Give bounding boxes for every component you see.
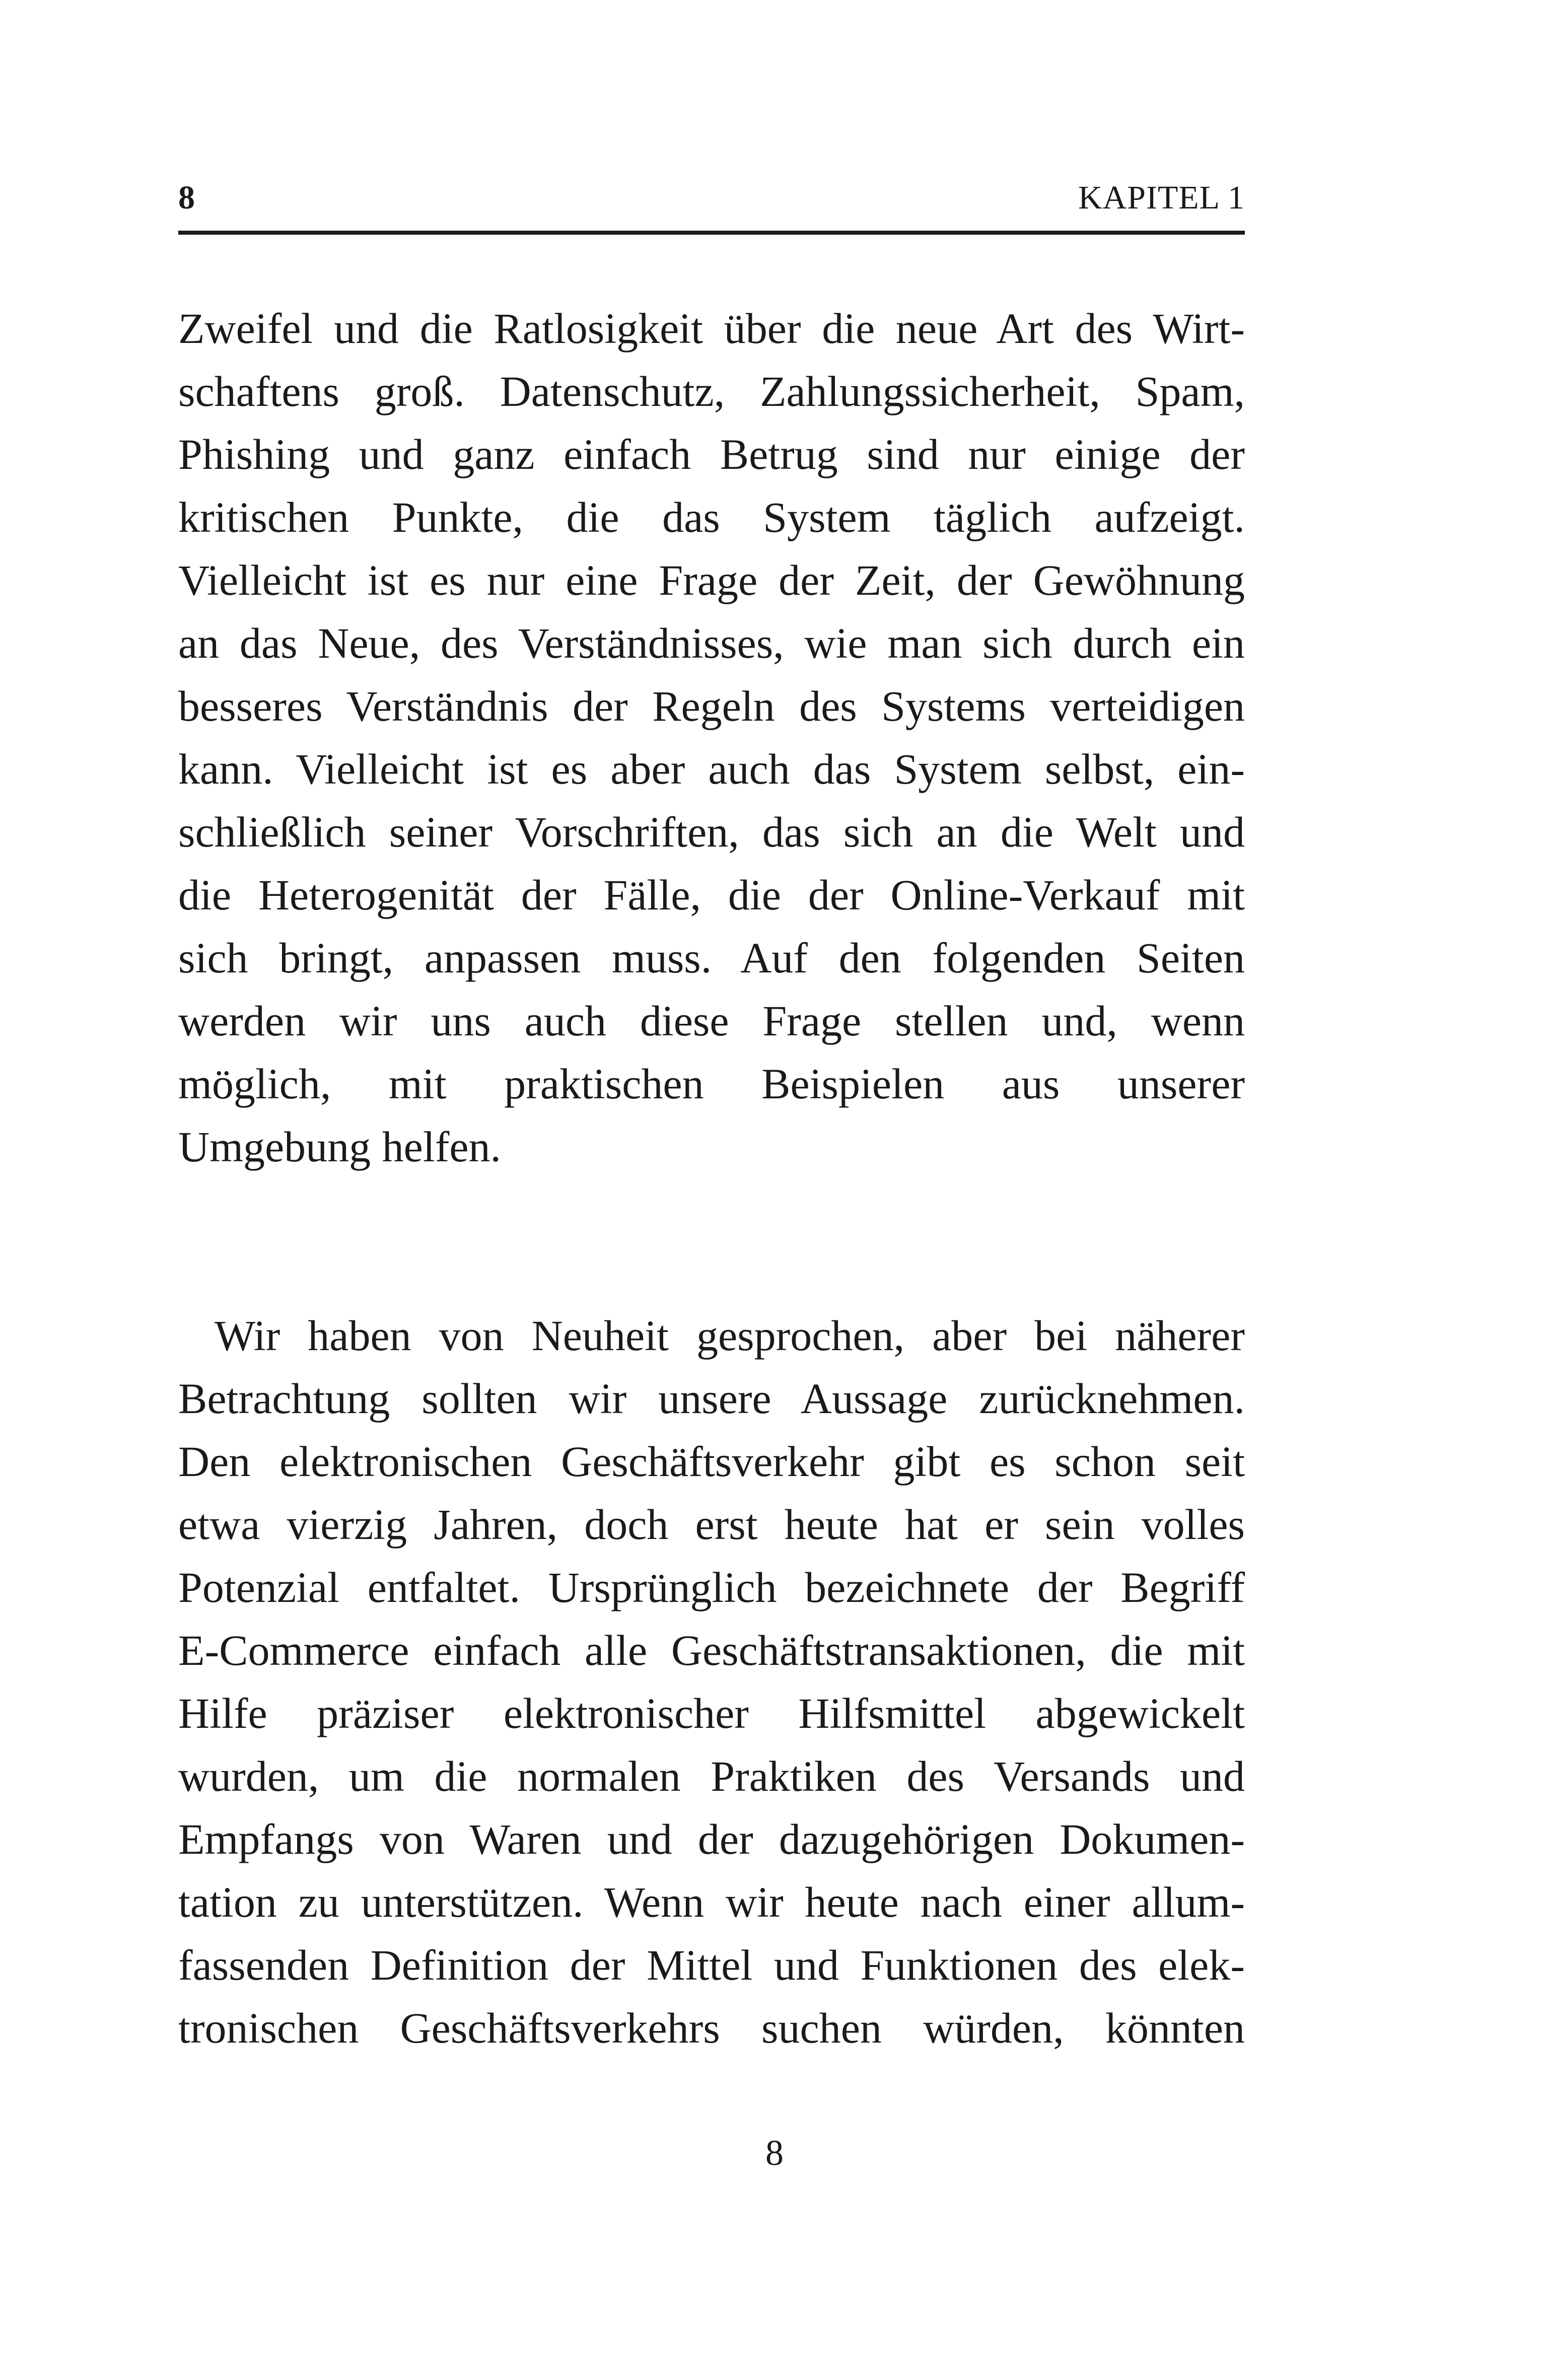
- paragraph-line: etwa vierzig Jahren, doch erst heute hat er sein volles: [178, 1500, 1245, 1549]
- paragraph-line: kann. Vielleicht ist es aber auch das System selbst, ein-: [178, 745, 1245, 793]
- paragraph-line: sich bringt, anpassen muss. Auf den folgenden Seiten: [178, 934, 1245, 982]
- paragraph-line: Hilfe präziser elektronischer Hilfsmittel abgewickelt: [178, 1689, 1245, 1737]
- paragraph-line: Zweifel und die Ratlosigkeit über die neue Art des Wirt-: [178, 304, 1245, 353]
- paragraph-line: besseres Verständnis der Regeln des Systems verteidigen: [178, 682, 1245, 730]
- paragraph-line: möglich, mit praktischen Beispielen aus unserer: [178, 1060, 1245, 1108]
- paragraph-2: [178, 1304, 1245, 2060]
- paragraph-line: schaftens groß. Datenschutz, Zahlungssicherheit, Spam,: [178, 367, 1245, 415]
- header-chapter-title: KAPITEL 1: [1078, 179, 1245, 216]
- paragraph-line: an das Neue, des Verständnisses, wie man sich durch ein: [178, 619, 1245, 667]
- paragraph-line: kritischen Punkte, die das System täglich aufzeigt.: [178, 493, 1245, 541]
- paragraph-line: fassenden Definition der Mittel und Funktionen des elek-: [178, 1941, 1245, 1989]
- paragraph-line: tronischen Geschäftsverkehrs suchen würden, könnten: [178, 2004, 1245, 2052]
- paragraph-line: werden wir uns auch diese Frage stellen und, wenn: [178, 997, 1245, 1045]
- paragraph-line: Betrachtung sollten wir unsere Aussage zurücknehmen.: [178, 1374, 1245, 1423]
- paragraph-line: E-Commerce einfach alle Geschäftstransaktionen, die mit: [178, 1626, 1245, 1674]
- paragraph-line: Empfangs von Waren und der dazugehörigen Dokumen-: [178, 1815, 1245, 1863]
- paragraph-line: Potenzial entfaltet. Ursprünglich bezeichnete der Begriff: [178, 1563, 1245, 1612]
- paragraph-line: die Heterogenität der Fälle, die der Online-Verkauf mit: [178, 871, 1245, 919]
- paragraph-1: [178, 297, 1245, 1178]
- paragraph-line: Den elektronischen Geschäftsverkehr gibt es schon seit: [178, 1437, 1245, 1486]
- paragraph-line: tation zu unterstützen. Wenn wir heute nach einer allum-: [178, 1878, 1245, 1926]
- running-header: [178, 175, 1245, 235]
- paragraph-line: Vielleicht ist es nur eine Frage der Zeit, der Gewöhnung: [178, 556, 1245, 604]
- footer-page-number: 8: [765, 2133, 784, 2173]
- paragraph-line: Phishing und ganz einfach Betrug sind nur einige der: [178, 430, 1245, 478]
- paragraph-line: schließlich seiner Vorschriften, das sich an die Welt und: [178, 808, 1245, 856]
- paragraph-line: wurden, um die normalen Praktiken des Versands und: [178, 1752, 1245, 1800]
- paragraph-line: Umgebung helfen.: [178, 1123, 502, 1171]
- paragraph-line: Wir haben von Neuheit gesprochen, aber bei näherer: [215, 1311, 1245, 1360]
- header-page-number: 8: [178, 179, 195, 216]
